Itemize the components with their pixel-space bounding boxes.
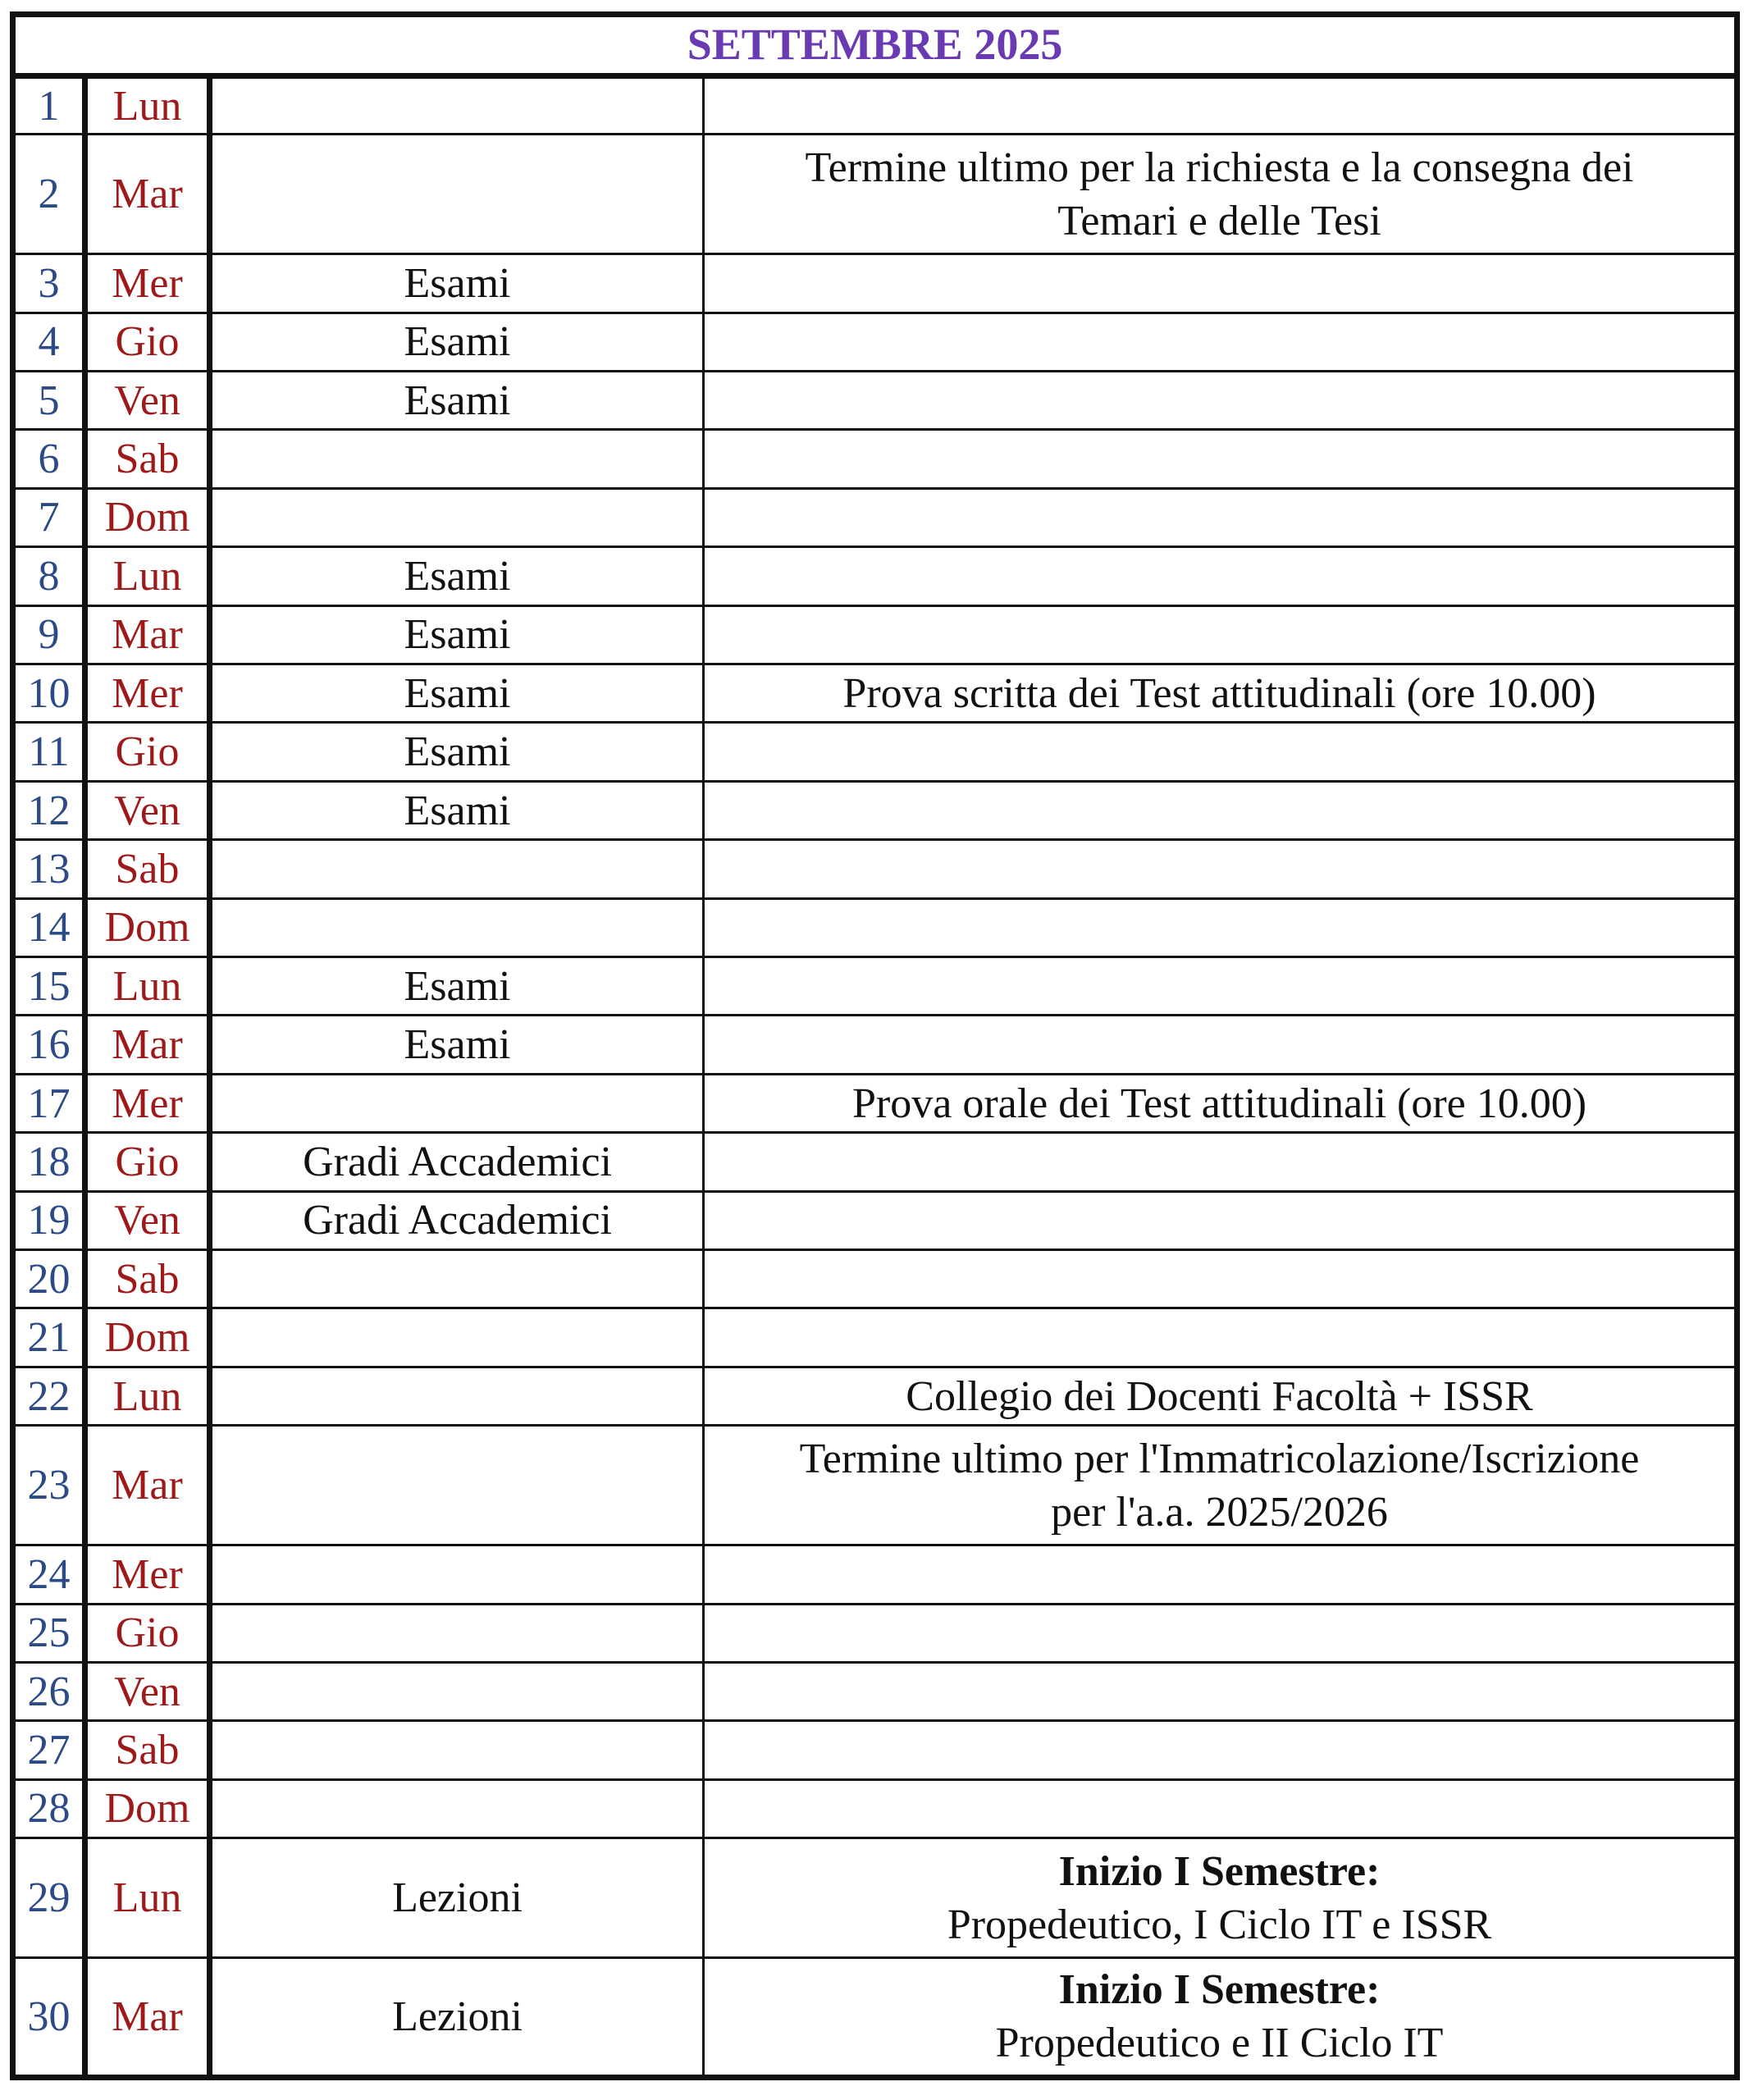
- weekday: Ven: [85, 1662, 210, 1720]
- weekday: Lun: [85, 75, 210, 134]
- weekday: Ven: [85, 781, 210, 839]
- table-row: [13, 1016, 1737, 1074]
- table-row: [13, 254, 1737, 313]
- activity-cell: [210, 1721, 704, 1779]
- note-cell: [704, 75, 1737, 134]
- activity-cell: [210, 1779, 704, 1838]
- note-cell: [704, 1426, 1737, 1545]
- day-number: 3: [13, 254, 85, 313]
- note-cell: [704, 1191, 1737, 1249]
- weekday: Mer: [85, 664, 210, 723]
- activity-cell: [210, 1308, 704, 1367]
- note-cell: [704, 781, 1737, 839]
- day-number: 14: [13, 898, 85, 956]
- table-row: [13, 1838, 1737, 1958]
- weekday: Gio: [85, 1604, 210, 1662]
- table-row: [13, 1191, 1737, 1249]
- table-row: [13, 1308, 1737, 1367]
- weekday: Dom: [85, 898, 210, 956]
- note-cell: [704, 1074, 1737, 1132]
- day-number: 1: [13, 75, 85, 134]
- note-cell: [704, 898, 1737, 956]
- day-number: 12: [13, 781, 85, 839]
- activity-cell: [210, 1662, 704, 1720]
- table-row: [13, 1957, 1737, 2077]
- activity-cell: Lezioni: [210, 1838, 704, 1958]
- day-number: 17: [13, 1074, 85, 1132]
- weekday: Mer: [85, 254, 210, 313]
- table-row: [13, 1662, 1737, 1720]
- note-line: Prova scritta dei Test attitudinali (ore 10.00): [842, 669, 1596, 717]
- activity-cell: Gradi Accademici: [210, 1191, 704, 1249]
- note-line: Propedeutico e II Ciclo IT: [995, 2020, 1444, 2067]
- day-number: 7: [13, 488, 85, 546]
- note-cell: [704, 488, 1737, 546]
- day-number: 6: [13, 430, 85, 488]
- note-cell: [704, 1779, 1737, 1838]
- weekday: Lun: [85, 1838, 210, 1958]
- table-row: [13, 135, 1737, 254]
- day-number: 9: [13, 605, 85, 664]
- day-number: 23: [13, 1426, 85, 1545]
- day-number: 30: [13, 1957, 85, 2077]
- weekday: Lun: [85, 957, 210, 1016]
- note-heading: Inizio I Semestre:: [1058, 1966, 1381, 2014]
- activity-cell: [210, 1367, 704, 1425]
- table-row: [13, 1545, 1737, 1604]
- day-number: 4: [13, 313, 85, 371]
- activity-cell: [210, 430, 704, 488]
- table-row: [13, 1779, 1737, 1838]
- note-cell: [704, 1308, 1737, 1367]
- note-cell: [704, 664, 1737, 723]
- weekday: Mar: [85, 135, 210, 254]
- note-cell: [704, 371, 1737, 429]
- activity-cell: Esami: [210, 371, 704, 429]
- calendar-table: [10, 11, 1740, 2080]
- activity-cell: [210, 898, 704, 956]
- note-line: Collegio dei Docenti Facoltà + ISSR: [906, 1372, 1533, 1420]
- day-number: 28: [13, 1779, 85, 1838]
- note-cell: [704, 1016, 1737, 1074]
- table-row: [13, 547, 1737, 605]
- day-number: 24: [13, 1545, 85, 1604]
- note-cell: [704, 1133, 1737, 1191]
- weekday: Dom: [85, 488, 210, 546]
- note-cell: [704, 313, 1737, 371]
- weekday: Mar: [85, 605, 210, 664]
- table-row: [13, 840, 1737, 898]
- weekday: Gio: [85, 1133, 210, 1191]
- note-cell: [704, 1545, 1737, 1604]
- weekday: Sab: [85, 1721, 210, 1779]
- weekday: Mer: [85, 1074, 210, 1132]
- activity-cell: Esami: [210, 957, 704, 1016]
- table-row: [13, 1426, 1737, 1545]
- note-cell: [704, 1662, 1737, 1720]
- activity-cell: Esami: [210, 605, 704, 664]
- day-number: 10: [13, 664, 85, 723]
- table-row: [13, 957, 1737, 1016]
- note-cell: [704, 135, 1737, 254]
- day-number: 22: [13, 1367, 85, 1425]
- table-row: [13, 605, 1737, 664]
- activity-cell: [210, 1426, 704, 1545]
- weekday: Lun: [85, 547, 210, 605]
- note-line: Propedeutico, I Ciclo IT e ISSR: [947, 1901, 1492, 1948]
- note-line: Temari e delle Tesi: [1057, 197, 1381, 244]
- activity-cell: Gradi Accademici: [210, 1133, 704, 1191]
- table-row: [13, 1721, 1737, 1779]
- activity-cell: [210, 1604, 704, 1662]
- weekday: Sab: [85, 840, 210, 898]
- activity-cell: Esami: [210, 664, 704, 723]
- note-cell: [704, 1250, 1737, 1308]
- table-row: [13, 1074, 1737, 1132]
- day-number: 20: [13, 1250, 85, 1308]
- activity-cell: Esami: [210, 781, 704, 839]
- weekday: Mar: [85, 1957, 210, 2077]
- weekday: Lun: [85, 1367, 210, 1425]
- table-row: [13, 1133, 1737, 1191]
- table-row: [13, 488, 1737, 546]
- note-cell: [704, 1957, 1737, 2077]
- table-row: [13, 664, 1737, 723]
- note-line: Termine ultimo per l'Immatricolazione/Iscrizione: [799, 1435, 1640, 1482]
- note-cell: [704, 723, 1737, 781]
- table-row: [13, 723, 1737, 781]
- activity-cell: Lezioni: [210, 1957, 704, 2077]
- table-row: [13, 781, 1737, 839]
- table-row: [13, 430, 1737, 488]
- day-number: 15: [13, 957, 85, 1016]
- activity-cell: Esami: [210, 1016, 704, 1074]
- activity-cell: [210, 840, 704, 898]
- day-number: 2: [13, 135, 85, 254]
- note-line: Termine ultimo per la richiesta e la consegna dei: [805, 144, 1634, 191]
- table-row: [13, 898, 1737, 956]
- table-row: [13, 75, 1737, 134]
- note-cell: [704, 1838, 1737, 1958]
- day-number: 18: [13, 1133, 85, 1191]
- table-row: [13, 313, 1737, 371]
- weekday: Dom: [85, 1779, 210, 1838]
- note-heading: Inizio I Semestre:: [1058, 1847, 1381, 1895]
- weekday: Mar: [85, 1016, 210, 1074]
- day-number: 21: [13, 1308, 85, 1367]
- day-number: 25: [13, 1604, 85, 1662]
- day-number: 8: [13, 547, 85, 605]
- day-number: 26: [13, 1662, 85, 1720]
- table-row: [13, 1367, 1737, 1425]
- day-number: 13: [13, 840, 85, 898]
- note-cell: [704, 1721, 1737, 1779]
- title-row: [13, 15, 1737, 76]
- table-row: [13, 1604, 1737, 1662]
- weekday: Ven: [85, 1191, 210, 1249]
- weekday: Mar: [85, 1426, 210, 1545]
- weekday: Gio: [85, 313, 210, 371]
- activity-cell: [210, 488, 704, 546]
- note-cell: [704, 547, 1737, 605]
- activity-cell: [210, 135, 704, 254]
- day-number: 27: [13, 1721, 85, 1779]
- weekday: Ven: [85, 371, 210, 429]
- weekday: Gio: [85, 723, 210, 781]
- activity-cell: [210, 75, 704, 134]
- note-cell: [704, 1604, 1737, 1662]
- day-number: 5: [13, 371, 85, 429]
- activity-cell: [210, 1545, 704, 1604]
- note-cell: [704, 605, 1737, 664]
- activity-cell: Esami: [210, 723, 704, 781]
- table-row: [13, 371, 1737, 429]
- weekday: Mer: [85, 1545, 210, 1604]
- weekday: Sab: [85, 430, 210, 488]
- month-title: SETTEMBRE 2025: [13, 15, 1737, 76]
- day-number: 29: [13, 1838, 85, 1958]
- note-cell: [704, 254, 1737, 313]
- activity-cell: Esami: [210, 313, 704, 371]
- activity-cell: [210, 1250, 704, 1308]
- day-number: 11: [13, 723, 85, 781]
- activity-cell: Esami: [210, 254, 704, 313]
- note-cell: [704, 1367, 1737, 1425]
- note-line: per l'a.a. 2025/2026: [1051, 1488, 1388, 1536]
- note-cell: [704, 840, 1737, 898]
- activity-cell: Esami: [210, 547, 704, 605]
- weekday: Sab: [85, 1250, 210, 1308]
- note-cell: [704, 430, 1737, 488]
- day-number: 19: [13, 1191, 85, 1249]
- note-line: Prova orale dei Test attitudinali (ore 10.00): [852, 1080, 1587, 1127]
- table-row: [13, 1250, 1737, 1308]
- weekday: Dom: [85, 1308, 210, 1367]
- day-number: 16: [13, 1016, 85, 1074]
- activity-cell: [210, 1074, 704, 1132]
- note-cell: [704, 957, 1737, 1016]
